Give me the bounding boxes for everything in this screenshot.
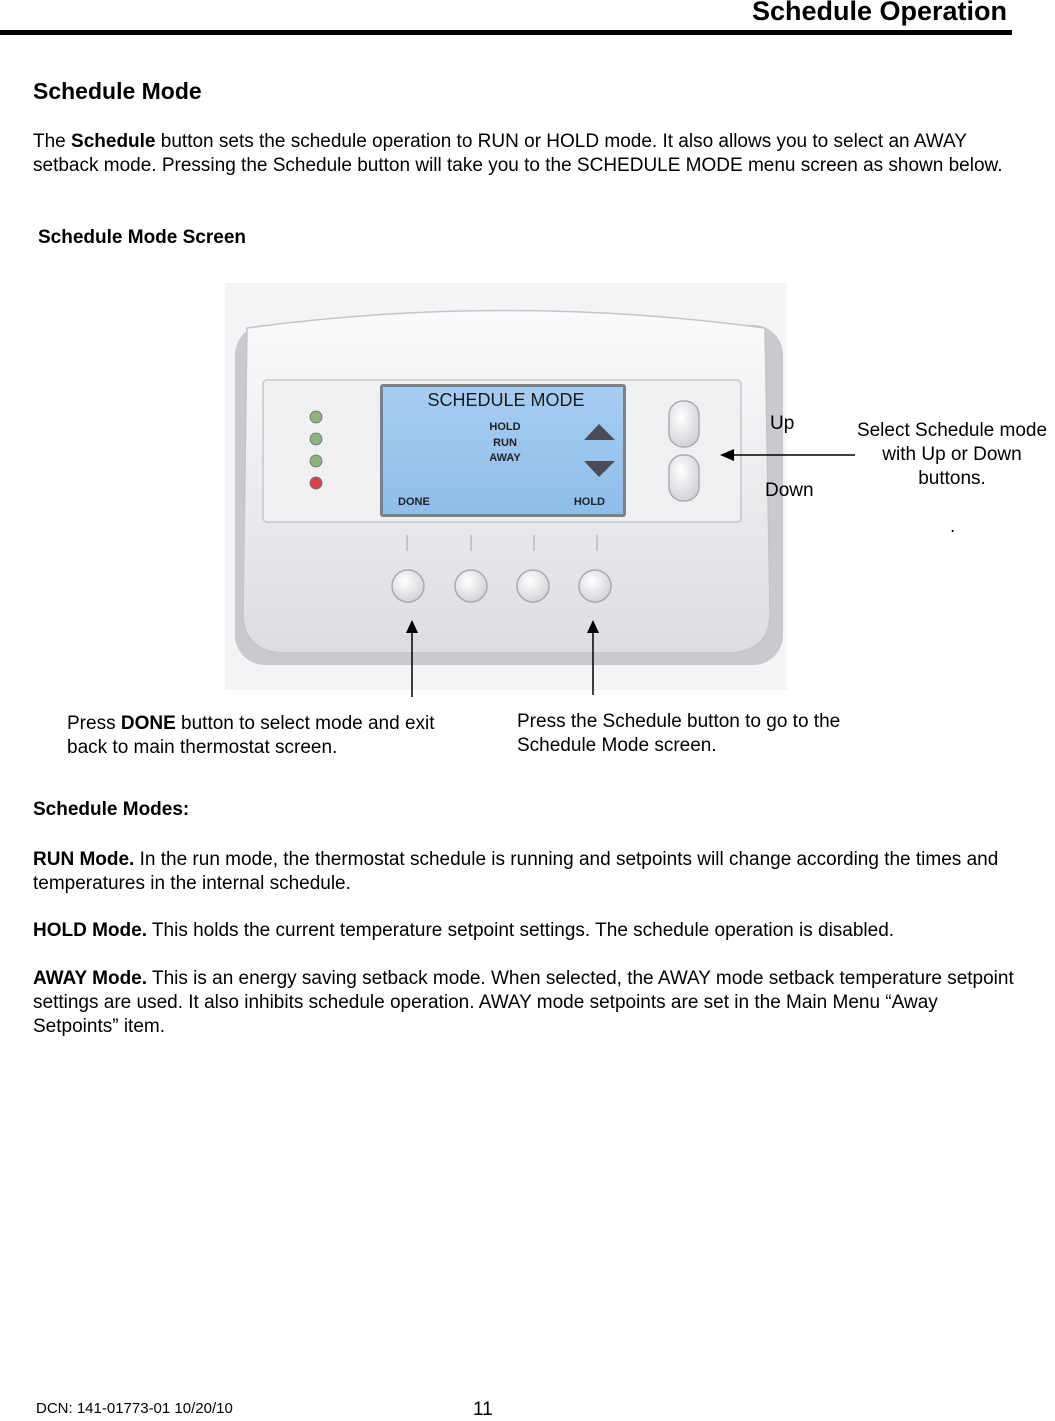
mode-away bbox=[33, 967, 1023, 1039]
page-number: 11 bbox=[473, 1399, 493, 1420]
mode-hold-name: HOLD Mode. bbox=[33, 920, 147, 941]
mode-run bbox=[33, 848, 1023, 896]
intro-post: button sets the schedule operation to RUN or HOLD mode. It also allows you to select an AWAY setback mode. Pressing the Schedule button will take you to the SCHEDULE MODE menu screen as shown below. bbox=[33, 131, 1003, 176]
select-arrow-head-icon bbox=[720, 449, 734, 461]
lcd-mode-hold: HOLD bbox=[489, 421, 521, 433]
schedule-note: Press the Schedule button to go to the Schedule Mode screen. bbox=[517, 711, 841, 756]
section-title: Schedule Mode bbox=[33, 78, 202, 104]
lcd-mode-away: AWAY bbox=[489, 452, 521, 464]
mode-away-text: This is an energy saving setback mode. When selected, the AWAY mode setback temperature setpoint settings are used. It also inhibits schedule operation. AWAY mode setpoints are set in the Main Menu “Away Setpoints” item. bbox=[33, 968, 1014, 1037]
mode-hold bbox=[33, 919, 1023, 943]
done-note-pre: Press bbox=[67, 713, 121, 734]
done-note bbox=[67, 712, 447, 760]
select-note: Select Schedule mode with Up or Down buttons. bbox=[856, 420, 1048, 489]
screen-heading: Schedule Mode Screen bbox=[38, 227, 247, 248]
lcd-softkey-done: DONE bbox=[398, 496, 430, 508]
down-label: Down bbox=[765, 480, 814, 501]
mode-hold-text: This holds the current temperature setpoint settings. The schedule operation is disabled. bbox=[147, 920, 895, 941]
intro-pre: The bbox=[33, 131, 72, 152]
lcd-title: SCHEDULE MODE bbox=[427, 390, 585, 410]
mode-run-text: In the run mode, the thermostat schedule is running and setpoints will change according the times and temperatures in the internal schedule. bbox=[33, 849, 999, 894]
lcd-softkey-hold: HOLD bbox=[573, 496, 605, 508]
done-note-bold: DONE bbox=[120, 713, 176, 734]
schedule-arrow-head-icon bbox=[587, 620, 599, 633]
modes-heading: Schedule Modes: bbox=[33, 799, 190, 820]
footer-dcn: DCN: 141-01773-01 10/20/10 bbox=[36, 1400, 233, 1417]
done-note-post: button to select mode and exit back to main thermostat screen. bbox=[67, 713, 435, 758]
note-dot: . bbox=[950, 516, 956, 537]
lcd-mode-run: RUN bbox=[493, 437, 517, 449]
page-header-title: Schedule Operation bbox=[751, 0, 1007, 26]
done-arrow-head-icon bbox=[406, 620, 418, 633]
up-label: Up bbox=[770, 413, 795, 434]
mode-run-name: RUN Mode. bbox=[33, 849, 135, 870]
mode-away-name: AWAY Mode. bbox=[33, 968, 148, 989]
intro-bold-schedule: Schedule bbox=[71, 131, 156, 152]
